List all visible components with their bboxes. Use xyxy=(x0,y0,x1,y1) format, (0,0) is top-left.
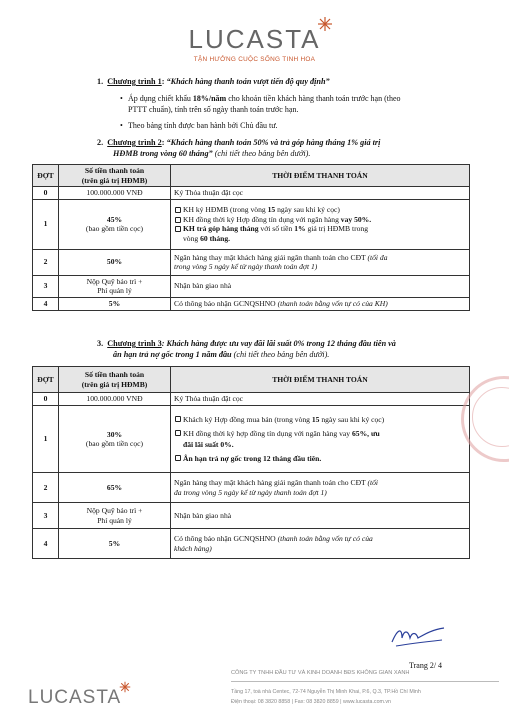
footer-divider xyxy=(231,681,499,682)
table-program-2 xyxy=(32,164,470,311)
list-item: KH ký HĐMB (trong vòng 15 ngày sau khi ký cọc) xyxy=(174,205,466,215)
list-item: Khách ký Hợp đồng mua bán (trong vòng 15 ngày sau khi ký cọc) xyxy=(174,414,466,425)
table-row: 1 30% (bao gồm tiền cọc) Khách ký Hợp đồng mua bán (trong vòng 15 ngày sau khi ký cọc) KH đồng thời ký hợp đồng tín dụng với ngân hàng vay 65%, ưu đãi lãi suất 0%. Ân hạn trả nợ gốc trong 12 tháng đầu tiên. xyxy=(33,406,470,473)
list-item: KH đồng thời ký hợp đồng tín dụng với ngân hàng vay 65%, ưu đãi lãi suất 0%. xyxy=(174,428,466,450)
table-header: ĐỢT Số tiền thanh toán (trên giá trị HĐMB) THỜI ĐIỂM THANH TOÁN xyxy=(33,367,470,393)
table-header: ĐỢT Số tiền thanh toán (trên giá trị HĐMB) THỜI ĐIỂM THANH TOÁN xyxy=(33,165,470,187)
table-program-3 xyxy=(32,366,470,559)
section-2-name: Chương trình 2 xyxy=(107,138,162,147)
table-row: 3 Nộp Quỹ bảo trì + Phí quản lý Nhận bàn giao nhà xyxy=(33,503,470,529)
list-item: KH trả góp hàng tháng với số tiền 1% giá trị HĐMB trong vòng 60 tháng. xyxy=(174,224,466,243)
logo-text: LUCASTA xyxy=(188,24,321,54)
table-row: 4 5% Có thông báo nhận GCNQSHNO (thanh toán bằng vốn tự có của KH) xyxy=(33,297,470,310)
logo-tagline: TẬN HƯỞNG CUỘC SỐNG TINH HOA xyxy=(193,56,316,63)
footer-logo: LUCASTA xyxy=(28,687,121,709)
signature xyxy=(388,620,448,650)
section-3-name: Chương trình 3 xyxy=(107,339,162,348)
header-logo xyxy=(0,24,509,63)
footer-contact: Điện thoại: 08 3820 8858 | Fax: 08 3820 8859 | www.lucasta.com.vn xyxy=(231,699,391,705)
list-item: Ân hạn trả nợ gốc trong 12 tháng đầu tiên. xyxy=(174,453,466,464)
table-row: 1 45% (bao gồm tiền cọc) KH ký HĐMB (trong vòng 15 ngày sau khi ký cọc) KH đồng thời ký Hợp đồng tín dụng với ngân hàng vay 50%. KH trả góp hàng tháng với số tiền 1% giá trị HĐMB trong vòng 60 tháng. xyxy=(33,199,470,249)
footer-address: Tầng 17, toà nhà Centec, 72-74 Nguyễn Thị Minh Khai, P.6, Q.3, TP.Hồ Chí Minh xyxy=(231,689,421,695)
section-1-bullet-1: • Áp dụng chiết khấu 18%/năm cho khoản tiền khách hàng thanh toán trước hạn (theo PTTT chuẩn), tính trên số ngày thanh toán trước hạn. xyxy=(128,94,448,115)
section-2-heading: 2. Chương trình 2: “Khách hàng thanh toán 50% và trả góp hàng tháng 1% giá trị HĐMB trong vòng 60 tháng” (chi tiết theo bảng bên dưới). xyxy=(97,138,381,158)
list-item: KH đồng thời ký Hợp đồng tín dụng với ngân hàng vay 50%. xyxy=(174,215,466,225)
section-1-heading: 1. Chương trình 1: “Khách hàng thanh toán vượt tiến độ quy định” xyxy=(97,77,330,86)
star-icon xyxy=(317,16,333,32)
table-row: 2 65% Ngân hàng thay mặt khách hàng giải ngân thanh toán cho CĐT (tối đa trong vòng 5 ngày kể từ ngày thanh toán đợt 1) xyxy=(33,473,470,503)
table-row: 3 Nộp Quỹ bảo trì + Phí quản lý Nhận bàn giao nhà xyxy=(33,275,470,297)
table-row: 0 100.000.000 VNĐ Ký Thỏa thuận đặt cọc xyxy=(33,187,470,200)
table-row: 0 100.000.000 VNĐ Ký Thỏa thuận đặt cọc xyxy=(33,393,470,406)
section-3-heading: 3. Chương trình 3: Khách hàng được ưu vay đãi lãi suất 0% trong 12 tháng đầu tiên và ân hạn trả nợ gốc trong 1 năm đầu (chi tiết theo bảng bên dưới). xyxy=(97,339,396,359)
star-icon xyxy=(119,681,131,693)
section-1-name: Chương trình 1 xyxy=(107,77,162,86)
page-number: Trang 2/ 4 xyxy=(409,661,443,670)
footer-company: CÔNG TY TNHH ĐẦU TƯ VÀ KINH DOANH BĐS KHÔNG GIAN XANH xyxy=(231,670,410,676)
section-1-bullet-2: • Theo bảng tính được ban hành bởi Chủ đầu tư. xyxy=(128,121,278,132)
table-row: 2 50% Ngân hàng thay mặt khách hàng giải ngân thanh toán cho CĐT (tối đa trong vòng 5 ngày kể từ ngày thanh toán đợt 1) xyxy=(33,249,470,275)
table-row: 4 5% Có thông báo nhận GCNQSHNO (thanh toán bằng vốn tự có của khách hàng) xyxy=(33,529,470,559)
section-1-desc: “Khách hàng thanh toán vượt tiến độ quy định” xyxy=(166,77,330,86)
